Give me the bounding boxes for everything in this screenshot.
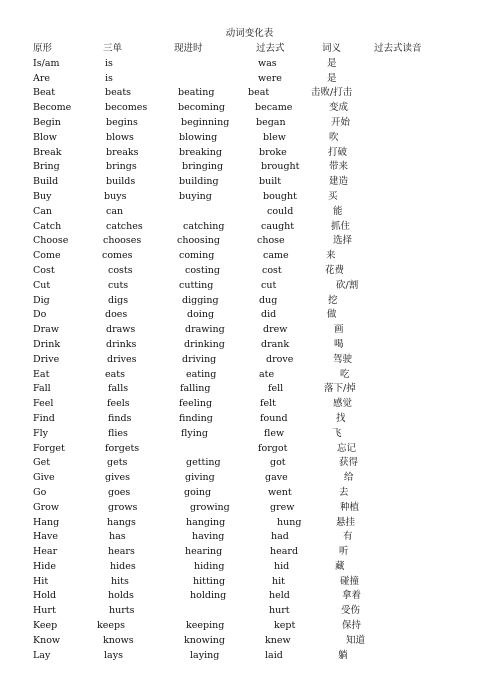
cell-past-tense: did xyxy=(261,309,277,321)
cell-meaning: 碰撞 xyxy=(340,575,360,587)
cell-third-person: does xyxy=(105,309,128,321)
table-row xyxy=(0,323,499,338)
cell-meaning: 砍/割 xyxy=(336,279,359,291)
cell-third-person: hides xyxy=(110,560,136,572)
cell-meaning: 建造 xyxy=(329,176,349,188)
cell-present-progressive: falling xyxy=(180,383,211,395)
cell-meaning: 听 xyxy=(339,546,349,558)
header-base-form: 原形 xyxy=(33,43,53,54)
cell-base-form: Cut xyxy=(33,279,51,291)
cell-meaning: 给 xyxy=(344,472,354,484)
table-row xyxy=(0,338,499,353)
cell-past-tense: caught xyxy=(261,220,295,232)
cell-meaning: 买 xyxy=(328,190,338,202)
cell-third-person: builds xyxy=(106,176,136,188)
table-row xyxy=(0,382,499,397)
cell-meaning: 吃 xyxy=(340,368,350,380)
cell-third-person: has xyxy=(109,531,126,543)
cell-third-person: cuts xyxy=(108,279,129,291)
table-row xyxy=(0,442,499,457)
cell-meaning: 是 xyxy=(327,57,337,69)
cell-present-progressive: beginning xyxy=(181,116,230,128)
table-row xyxy=(0,368,499,383)
cell-third-person: blows xyxy=(106,131,134,143)
cell-meaning: 能 xyxy=(333,205,343,217)
cell-base-form: Hold xyxy=(33,590,57,602)
cell-third-person: finds xyxy=(108,412,132,424)
cell-present-progressive: feeling xyxy=(179,398,213,410)
table-row xyxy=(0,160,499,175)
cell-present-progressive: eating xyxy=(186,368,217,380)
cell-present-progressive: cutting xyxy=(179,279,214,291)
cell-base-form: Beat xyxy=(33,87,56,99)
cell-base-form: Catch xyxy=(33,220,62,232)
table-row xyxy=(0,146,499,161)
cell-present-progressive: laying xyxy=(190,649,220,661)
cell-meaning: 是 xyxy=(327,72,337,84)
table-row xyxy=(0,175,499,190)
table-row xyxy=(0,116,499,131)
cell-past-tense: held xyxy=(269,590,290,602)
cell-third-person: can xyxy=(106,205,124,217)
cell-base-form: Break xyxy=(33,146,62,158)
cell-present-progressive: bringing xyxy=(182,161,224,173)
cell-past-tense: laid xyxy=(265,649,283,661)
cell-past-tense: chose xyxy=(257,235,285,247)
cell-base-form: Are xyxy=(33,72,51,84)
cell-base-form: Hide xyxy=(33,560,57,572)
cell-meaning: 变成 xyxy=(329,102,349,114)
cell-past-tense: flew xyxy=(264,427,285,439)
cell-meaning: 落下/掉 xyxy=(324,383,356,395)
cell-third-person: digs xyxy=(108,294,129,306)
table-row xyxy=(0,575,499,590)
cell-meaning: 悬挂 xyxy=(336,516,356,528)
table-row xyxy=(0,279,499,294)
cell-third-person: begins xyxy=(106,116,138,128)
cell-meaning: 花费 xyxy=(325,264,345,276)
cell-third-person: beats xyxy=(105,87,132,99)
cell-base-form: Blow xyxy=(33,131,57,143)
cell-meaning: 飞 xyxy=(332,427,342,439)
cell-base-form: Come xyxy=(33,250,61,262)
cell-present-progressive: knowing xyxy=(184,634,225,646)
cell-present-progressive: giving xyxy=(185,472,215,484)
table-body xyxy=(0,57,499,664)
cell-present-progressive: hiding xyxy=(194,560,225,572)
cell-base-form: Draw xyxy=(33,324,59,336)
cell-present-progressive: beating xyxy=(178,87,215,99)
cell-base-form: Begin xyxy=(33,116,61,128)
cell-present-progressive: becoming xyxy=(178,102,225,114)
header-meaning: 词义 xyxy=(322,43,342,54)
cell-meaning: 忘记 xyxy=(337,442,357,454)
header-present-progressive: 现进时 xyxy=(174,43,203,54)
table-row xyxy=(0,131,499,146)
table-row xyxy=(0,101,499,116)
cell-base-form: Grow xyxy=(33,501,59,513)
cell-meaning: 击败/打击 xyxy=(311,87,353,99)
cell-base-form: Can xyxy=(33,205,53,217)
cell-base-form: Fall xyxy=(33,383,51,395)
cell-past-tense: found xyxy=(260,412,288,424)
cell-past-tense: had xyxy=(271,531,289,543)
cell-third-person: breaks xyxy=(106,146,139,158)
cell-past-tense: dug xyxy=(259,294,278,306)
header-past-tense: 过去式 xyxy=(256,43,285,54)
cell-meaning: 感觉 xyxy=(333,398,353,410)
cell-present-progressive: catching xyxy=(183,220,225,232)
cell-present-progressive: drinking xyxy=(184,338,225,350)
cell-base-form: Bring xyxy=(33,161,60,173)
cell-past-tense: hid xyxy=(274,560,290,572)
cell-present-progressive: blowing xyxy=(179,131,218,143)
cell-past-tense: came xyxy=(263,250,289,262)
cell-present-progressive: having xyxy=(192,531,225,543)
table-row xyxy=(0,205,499,220)
cell-meaning: 受伤 xyxy=(341,605,361,617)
table-row xyxy=(0,190,499,205)
cell-present-progressive: growing xyxy=(190,501,230,513)
cell-third-person: knows xyxy=(103,634,134,646)
table-header-row xyxy=(0,42,499,57)
cell-base-form: Buy xyxy=(33,190,52,202)
cell-present-progressive: coming xyxy=(179,250,215,262)
cell-past-tense: went xyxy=(268,486,292,498)
cell-past-tense: hung xyxy=(277,516,302,528)
cell-third-person: lays xyxy=(104,649,123,661)
cell-meaning: 去 xyxy=(339,486,349,498)
cell-third-person: flies xyxy=(108,427,128,439)
cell-base-form: Choose xyxy=(33,235,69,247)
cell-present-progressive: breaking xyxy=(179,146,222,158)
cell-present-progressive: getting xyxy=(186,457,221,469)
cell-past-tense: drove xyxy=(266,353,294,365)
cell-third-person: draws xyxy=(106,324,136,336)
verb-table xyxy=(0,42,499,663)
table-row xyxy=(0,649,499,664)
table-row xyxy=(0,471,499,486)
cell-meaning: 获得 xyxy=(339,457,359,469)
cell-base-form: Keep xyxy=(33,620,58,632)
cell-third-person: becomes xyxy=(105,102,148,114)
cell-meaning: 吹 xyxy=(329,131,339,143)
cell-base-form: Hit xyxy=(33,575,49,587)
table-row xyxy=(0,86,499,101)
table-row xyxy=(0,634,499,649)
cell-past-tense: began xyxy=(256,116,286,128)
cell-meaning: 抓住 xyxy=(331,220,351,232)
cell-past-tense: could xyxy=(267,205,294,217)
cell-past-tense: brought xyxy=(261,161,300,173)
cell-past-tense: beat xyxy=(248,87,270,99)
cell-past-tense: knew xyxy=(265,634,291,646)
cell-base-form: Find xyxy=(33,412,55,424)
cell-third-person: eats xyxy=(105,368,125,380)
cell-past-tense: ate xyxy=(259,368,275,380)
cell-meaning: 选择 xyxy=(333,235,353,247)
cell-present-progressive: hearing xyxy=(185,546,223,558)
table-row xyxy=(0,516,499,531)
table-row xyxy=(0,234,499,249)
cell-past-tense: became xyxy=(255,102,293,114)
table-row xyxy=(0,560,499,575)
cell-base-form: Drink xyxy=(33,338,61,350)
header-past-pronunciation: 过去式读音 xyxy=(374,43,422,54)
cell-third-person: drinks xyxy=(106,338,137,350)
cell-third-person: holds xyxy=(108,590,134,602)
cell-past-tense: felt xyxy=(260,398,276,410)
cell-third-person: brings xyxy=(106,161,137,173)
cell-meaning: 种植 xyxy=(340,501,360,513)
cell-meaning: 有 xyxy=(343,531,353,543)
cell-third-person: chooses xyxy=(103,235,142,247)
cell-past-tense: hurt xyxy=(269,605,290,617)
cell-present-progressive: flying xyxy=(181,427,208,439)
cell-base-form: Dig xyxy=(33,294,50,306)
table-row xyxy=(0,604,499,619)
cell-third-person: hangs xyxy=(107,516,136,528)
cell-third-person: goes xyxy=(108,486,131,498)
cell-present-progressive: going xyxy=(184,486,212,498)
cell-third-person: falls xyxy=(108,383,129,395)
cell-present-progressive: drawing xyxy=(185,324,225,336)
cell-base-form: Fly xyxy=(33,427,48,439)
cell-past-tense: cut xyxy=(261,279,277,291)
table-row xyxy=(0,545,499,560)
cell-past-tense: kept xyxy=(274,620,296,632)
cell-meaning: 喝 xyxy=(334,338,344,350)
cell-present-progressive: doing xyxy=(187,309,215,321)
cell-past-tense: bought xyxy=(263,190,297,202)
cell-third-person: keeps xyxy=(97,620,125,632)
cell-third-person: comes xyxy=(102,250,133,262)
cell-base-form: Hear xyxy=(33,546,58,558)
cell-present-progressive: buying xyxy=(179,190,212,202)
cell-third-person: forgets xyxy=(105,442,140,454)
table-row xyxy=(0,220,499,235)
table-row xyxy=(0,412,499,427)
cell-present-progressive: finding xyxy=(179,412,213,424)
cell-past-tense: grew xyxy=(270,501,295,513)
cell-past-tense: fell xyxy=(268,383,284,395)
cell-past-tense: hit xyxy=(272,575,285,587)
cell-past-tense: drank xyxy=(261,338,290,350)
cell-past-tense: drew xyxy=(263,324,288,336)
cell-third-person: costs xyxy=(108,264,133,276)
cell-base-form: Give xyxy=(33,472,55,484)
cell-past-tense: got xyxy=(270,457,286,469)
cell-base-form: Is/am xyxy=(33,57,60,69)
cell-meaning: 躺 xyxy=(338,649,348,661)
cell-base-form: Become xyxy=(33,102,72,114)
cell-meaning: 做 xyxy=(327,309,337,321)
cell-base-form: Cost xyxy=(33,264,55,276)
cell-meaning: 拿着 xyxy=(342,590,362,602)
cell-meaning: 带来 xyxy=(329,161,349,173)
table-row xyxy=(0,57,499,72)
table-row xyxy=(0,353,499,368)
table-row xyxy=(0,397,499,412)
cell-present-progressive: hanging xyxy=(186,516,226,528)
cell-base-form: Do xyxy=(33,309,47,321)
cell-third-person: gives xyxy=(105,472,130,484)
cell-past-tense: blew xyxy=(263,131,286,143)
cell-third-person: hits xyxy=(111,575,129,587)
cell-meaning: 来 xyxy=(326,250,336,262)
cell-past-tense: cost xyxy=(262,264,282,276)
cell-present-progressive: building xyxy=(179,176,219,188)
page-title: 动词变化表 xyxy=(225,28,274,39)
cell-meaning: 开始 xyxy=(331,116,351,128)
cell-meaning: 画 xyxy=(334,324,344,336)
table-row xyxy=(0,501,499,516)
cell-third-person: hurts xyxy=(109,605,135,617)
cell-meaning: 驾驶 xyxy=(333,353,353,365)
cell-third-person: is xyxy=(105,72,113,84)
cell-past-tense: built xyxy=(259,176,282,188)
cell-base-form: Go xyxy=(33,486,47,498)
table-row xyxy=(0,589,499,604)
cell-meaning: 知道 xyxy=(346,634,366,646)
cell-present-progressive: choosing xyxy=(177,235,220,247)
cell-base-form: Feel xyxy=(33,398,54,410)
table-row xyxy=(0,530,499,545)
header-third-person: 三单 xyxy=(103,43,123,54)
cell-past-tense: were xyxy=(258,72,282,84)
cell-base-form: Drive xyxy=(33,353,60,365)
cell-past-tense: gave xyxy=(265,472,288,484)
cell-present-progressive: digging xyxy=(182,294,219,306)
table-row xyxy=(0,264,499,279)
table-row xyxy=(0,294,499,309)
cell-third-person: buys xyxy=(104,190,127,202)
cell-present-progressive: holding xyxy=(190,590,227,602)
cell-base-form: Lay xyxy=(33,649,51,661)
cell-present-progressive: hitting xyxy=(193,575,226,587)
cell-base-form: Build xyxy=(33,176,59,188)
table-row xyxy=(0,308,499,323)
cell-third-person: is xyxy=(105,57,113,69)
cell-meaning: 挖 xyxy=(328,294,338,306)
cell-base-form: Eat xyxy=(33,368,50,380)
cell-past-tense: forgot xyxy=(258,442,288,454)
cell-base-form: Hurt xyxy=(33,605,56,617)
cell-meaning: 打破 xyxy=(328,146,348,158)
cell-third-person: drives xyxy=(107,353,137,365)
cell-past-tense: was xyxy=(258,57,277,69)
table-row xyxy=(0,456,499,471)
table-row xyxy=(0,72,499,87)
cell-third-person: hears xyxy=(108,546,135,558)
cell-base-form: Forget xyxy=(33,442,65,454)
cell-present-progressive: keeping xyxy=(186,620,225,632)
cell-past-tense: heard xyxy=(270,546,299,558)
cell-present-progressive: driving xyxy=(182,353,217,365)
cell-base-form: Know xyxy=(33,634,61,646)
cell-base-form: Have xyxy=(33,531,58,543)
table-row xyxy=(0,486,499,501)
cell-base-form: Hang xyxy=(33,516,60,528)
cell-third-person: catches xyxy=(106,220,143,232)
cell-third-person: gets xyxy=(107,457,128,469)
cell-meaning: 保持 xyxy=(342,620,362,632)
cell-third-person: grows xyxy=(108,501,138,513)
cell-base-form: Get xyxy=(33,457,51,469)
cell-meaning: 找 xyxy=(336,412,346,424)
table-row xyxy=(0,427,499,442)
cell-past-tense: broke xyxy=(259,146,287,158)
cell-present-progressive: costing xyxy=(185,264,220,276)
table-row xyxy=(0,249,499,264)
cell-third-person: feels xyxy=(107,398,130,410)
table-row xyxy=(0,619,499,634)
cell-meaning: 藏 xyxy=(335,560,345,572)
